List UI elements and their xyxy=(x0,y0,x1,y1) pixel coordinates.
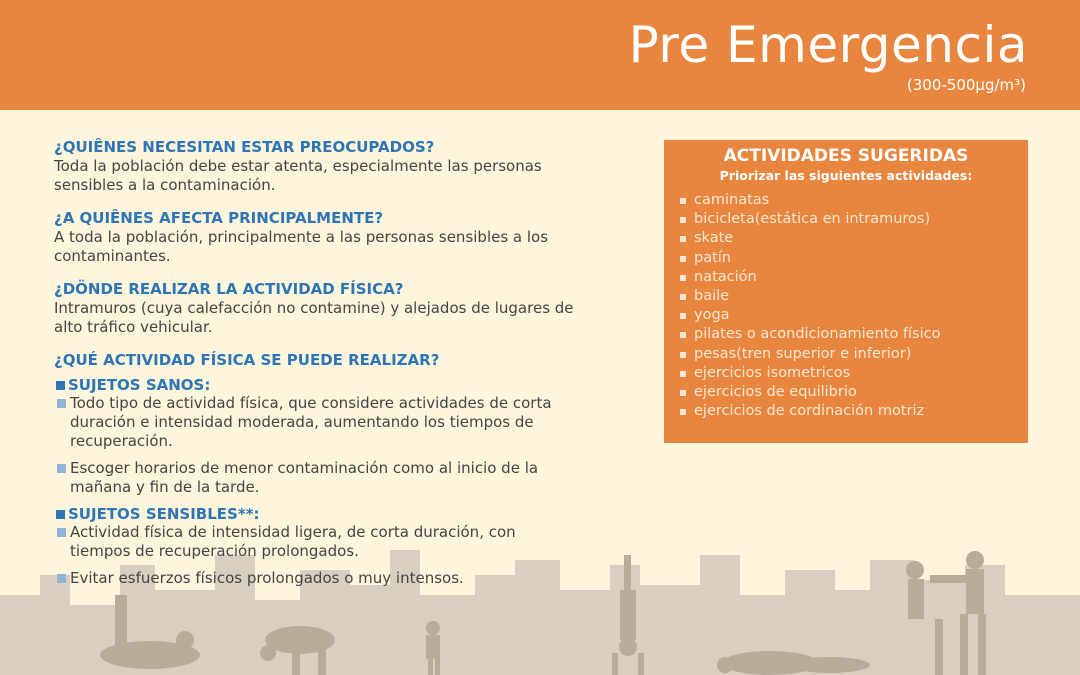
activity-item xyxy=(694,268,1028,287)
sensitive-subjects-heading: SUJETOS SENSIBLES**: xyxy=(54,505,574,523)
activity-item xyxy=(694,345,1028,364)
activity-item xyxy=(694,325,1028,344)
square-bullet-icon xyxy=(680,217,686,223)
sensitive-bullet-1 xyxy=(54,523,574,561)
activity-item xyxy=(694,287,1028,306)
info-column xyxy=(54,138,574,596)
header-banner xyxy=(0,0,1080,110)
activity-label: pilates o acondicionamiento físico xyxy=(694,326,941,343)
activity-label: pesas(tren superior e inferior) xyxy=(694,345,912,362)
activity-item xyxy=(694,383,1028,402)
page-title: Pre Emergencia xyxy=(628,16,1028,74)
healthy-bullet-1-text: Todo tipo de actividad física, que considere actividades de corta duración e intensidad moderada, aumentando los tiempos de recuperación. xyxy=(70,394,552,450)
square-bullet-icon xyxy=(680,409,686,415)
sensitive-bullet-1-text: Actividad física de intensidad ligera, de corta duración, con tiempos de recuperación prolongados. xyxy=(70,523,516,560)
square-bullet-icon xyxy=(680,352,686,358)
square-bullet-icon xyxy=(680,198,686,204)
square-bullet-icon xyxy=(57,574,66,583)
activities-title: ACTIVIDADES SUGERIDAS xyxy=(723,146,969,166)
healthy-bullet-2-text: Escoger horarios de menor contaminación como al inicio de la mañana y fin de la tarde. xyxy=(70,459,539,496)
square-bullet-icon xyxy=(680,313,686,319)
activities-list xyxy=(664,191,1028,421)
square-bullet-icon xyxy=(680,390,686,396)
activity-label: caminatas xyxy=(694,192,770,208)
activities-subtitle: Priorizar las siguientes actividades: xyxy=(719,168,973,183)
activity-item xyxy=(694,229,1028,248)
question-heading-what-activity: ¿QUÉ ACTIVIDAD FÍSICA SE PUEDE REALIZAR? xyxy=(54,351,440,369)
activity-label: ejercicios de equilibrio xyxy=(694,384,857,401)
page-subtitle: (300-500µg/m³) xyxy=(906,76,1026,94)
activity-label: patín xyxy=(694,249,731,266)
question-heading-who-affected: ¿A QUIÊNES AFECTA PRINCIPALMENTE? xyxy=(54,209,384,227)
activity-item xyxy=(694,306,1028,325)
question-body-where: Intramuros (cuya calefacción no contamine) y alejados de lugares de alto tráfico vehicular. xyxy=(54,299,574,336)
activity-label: baile xyxy=(694,288,730,305)
square-bullet-icon xyxy=(57,399,66,408)
activity-item xyxy=(694,364,1028,383)
activity-label: skate xyxy=(694,230,734,247)
question-body-who-worried: Toda la población debe estar atenta, especialmente las personas sensibles a la contaminación. xyxy=(54,157,542,194)
sensitive-bullet-2-text: Evitar esfuerzos físicos prolongados o muy intensos. xyxy=(70,569,464,587)
activity-label: ejercicios isometricos xyxy=(694,364,851,381)
activity-item xyxy=(694,191,1028,210)
question-heading-who-worried: ¿QUIÊNES NECESITAN ESTAR PREOCUPADOS? xyxy=(54,138,435,156)
square-bullet-icon xyxy=(57,528,66,537)
activity-label: ejercicios de cordinación motriz xyxy=(694,403,925,420)
activity-item xyxy=(694,402,1028,421)
question-body-who-affected: A toda la población, principalmente a las personas sensibles a los contaminantes. xyxy=(54,228,549,265)
square-bullet-icon xyxy=(680,275,686,281)
activity-label: bicicleta(estática en intramuros) xyxy=(694,211,931,228)
activity-item xyxy=(694,210,1028,229)
activity-label: natación xyxy=(694,268,757,285)
square-bullet-icon xyxy=(57,464,66,473)
square-bullet-icon xyxy=(680,256,686,262)
activity-item xyxy=(694,249,1028,268)
healthy-bullet-1 xyxy=(54,394,574,451)
square-bullet-icon xyxy=(680,371,686,377)
healthy-subjects-heading: SUJETOS SANOS: xyxy=(54,376,574,394)
question-heading-where: ¿DÖNDE REALIZAR LA ACTIVIDAD FÍSICA? xyxy=(54,280,404,298)
healthy-bullet-2 xyxy=(54,459,574,497)
suggested-activities-box xyxy=(664,140,1028,443)
sensitive-bullet-2 xyxy=(54,569,574,588)
activity-label: yoga xyxy=(694,307,730,324)
square-bullet-icon xyxy=(680,332,686,338)
square-bullet-icon xyxy=(680,236,686,242)
square-bullet-icon xyxy=(680,294,686,300)
